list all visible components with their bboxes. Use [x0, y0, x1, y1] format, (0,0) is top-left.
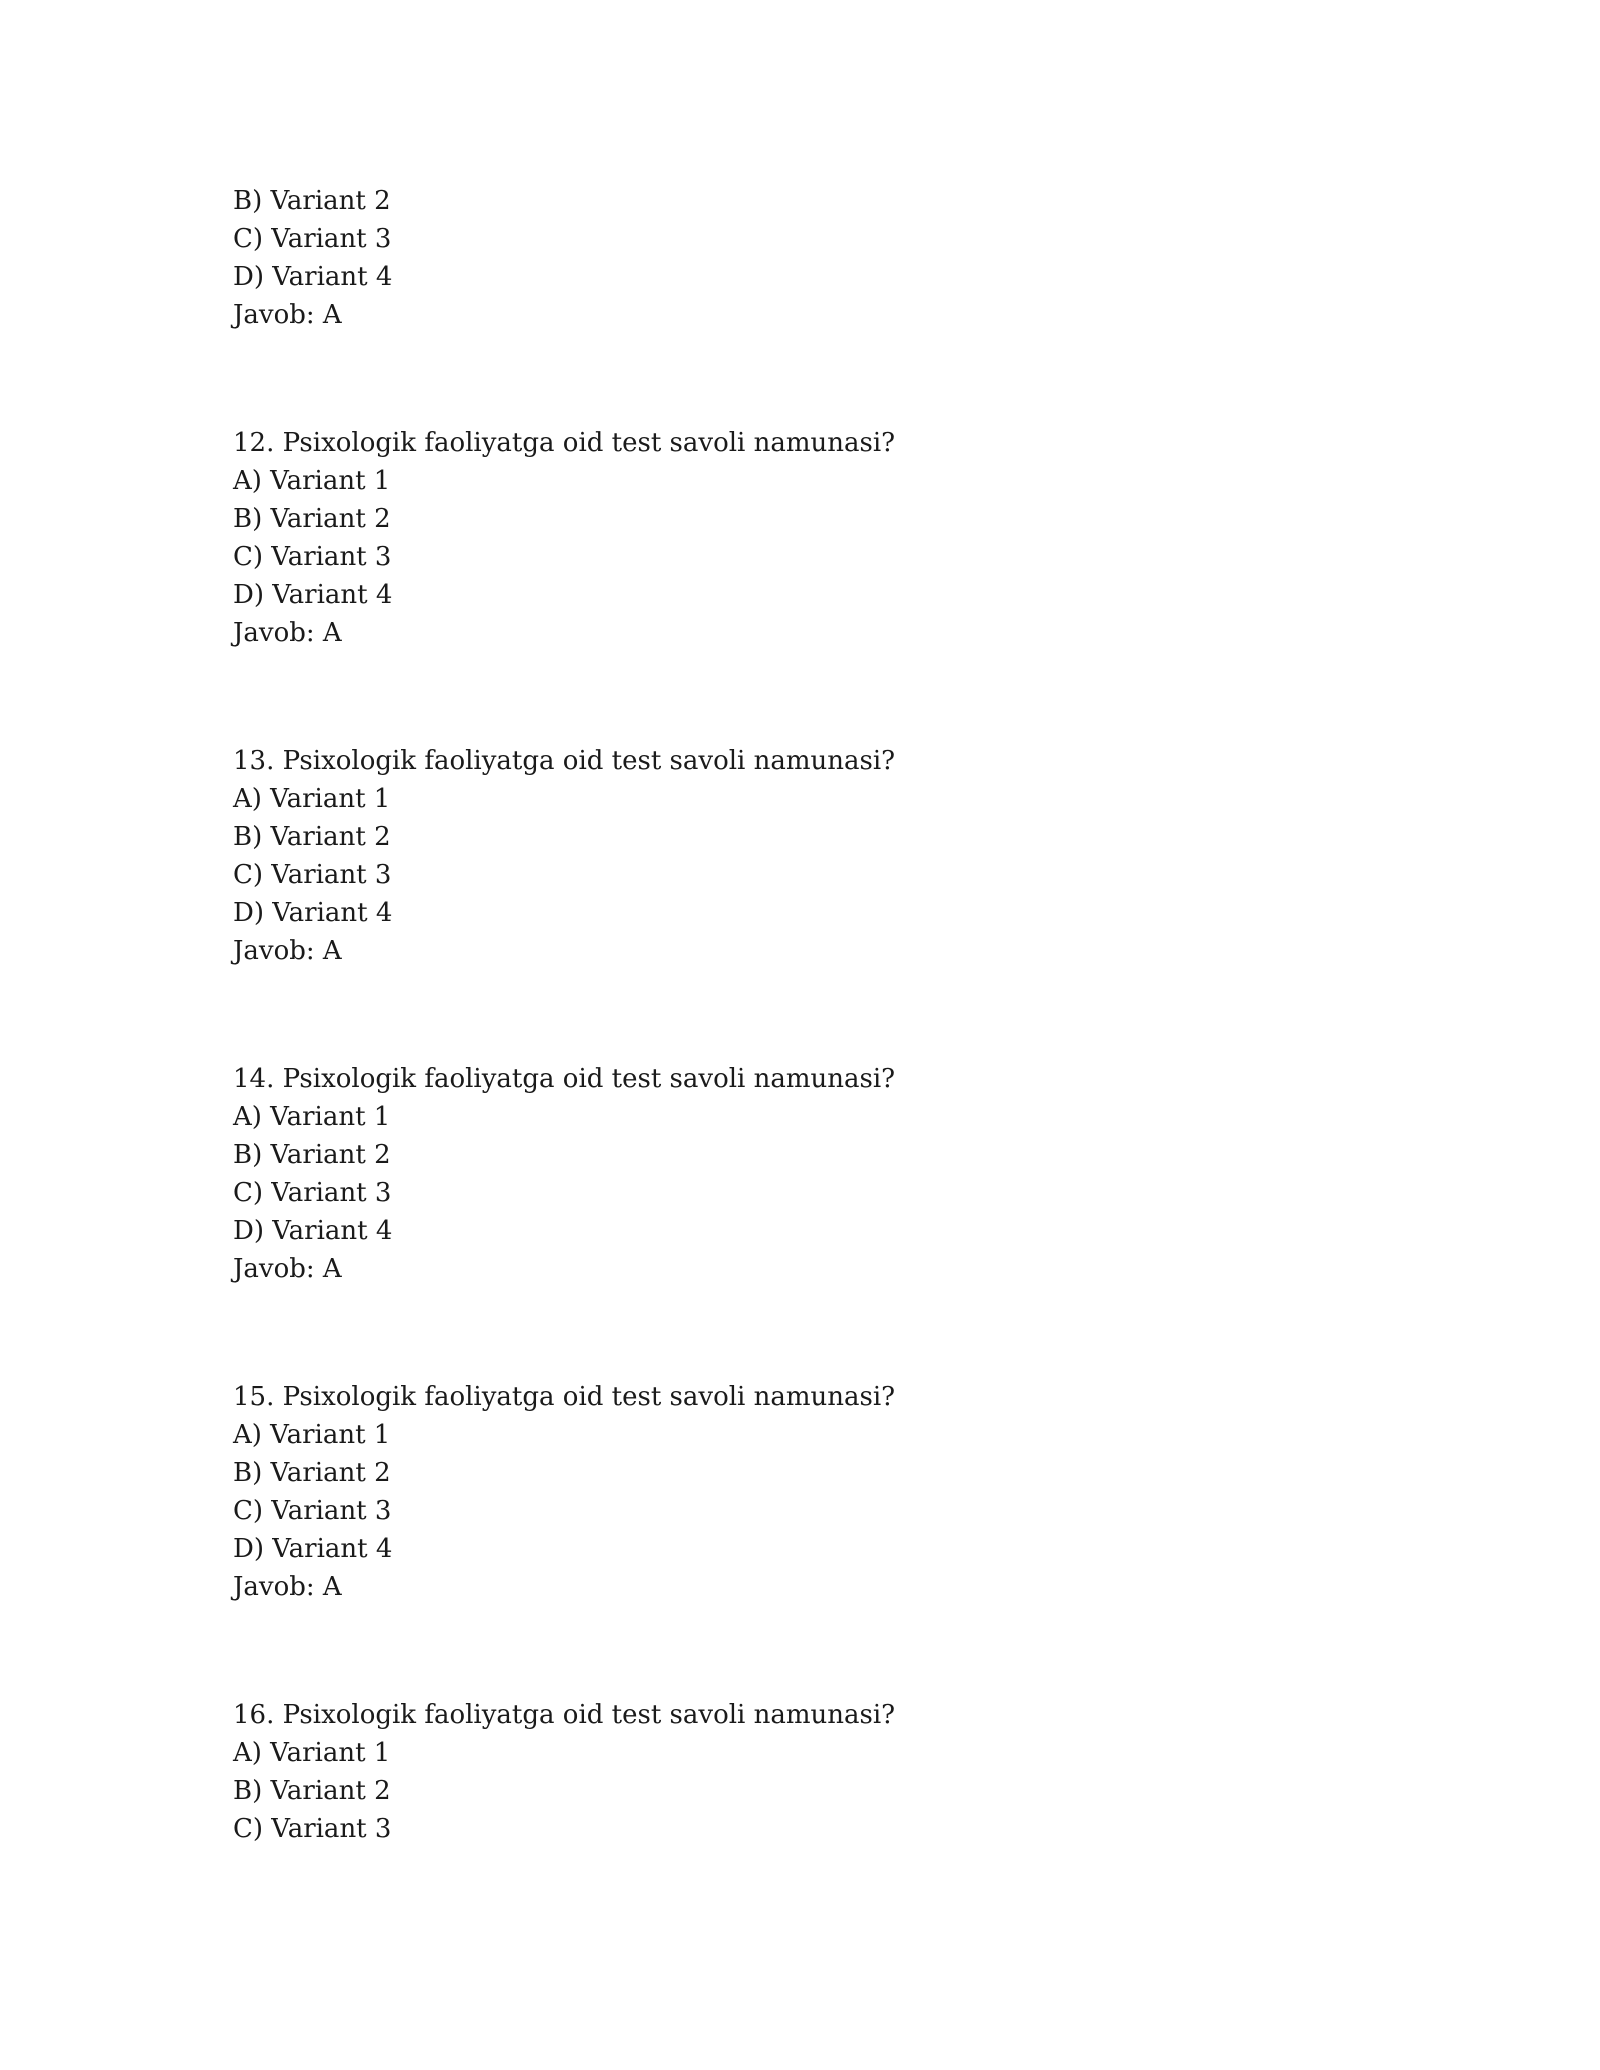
option-a: A) Variant 1 — [233, 466, 391, 496]
option-d: D) Variant 4 — [233, 262, 393, 292]
option-c: C) Variant 3 — [233, 1496, 392, 1526]
question-list — [233, 182, 1333, 1848]
option-b: B) Variant 2 — [233, 504, 391, 534]
option-c: C) Variant 3 — [233, 1814, 392, 1844]
option-a: A) Variant 1 — [233, 1738, 391, 1768]
question-text: 12. Psixologik faoliyatga oid test savoli namunasi? — [233, 428, 896, 458]
option-c: C) Variant 3 — [233, 860, 392, 890]
option-b: B) Variant 2 — [233, 822, 391, 852]
option-b: B) Variant 2 — [233, 1140, 391, 1170]
question-block — [233, 424, 1333, 652]
question-block — [233, 1060, 1333, 1288]
question-text: 13. Psixologik faoliyatga oid test savoli namunasi? — [233, 746, 896, 776]
option-b: B) Variant 2 — [233, 1776, 391, 1806]
option-b: B) Variant 2 — [233, 1458, 391, 1488]
answer-line: Javob: A — [233, 1572, 342, 1602]
option-c: C) Variant 3 — [233, 1178, 392, 1208]
option-c: C) Variant 3 — [233, 542, 392, 572]
option-b: B) Variant 2 — [233, 186, 391, 216]
answer-line: Javob: A — [233, 1254, 342, 1284]
question-block — [233, 182, 1333, 334]
answer-line: Javob: A — [233, 300, 342, 330]
question-text: 15. Psixologik faoliyatga oid test savoli namunasi? — [233, 1382, 896, 1412]
answer-line: Javob: A — [233, 618, 342, 648]
option-a: A) Variant 1 — [233, 1102, 391, 1132]
question-text: 16. Psixologik faoliyatga oid test savoli namunasi? — [233, 1700, 896, 1730]
option-a: A) Variant 1 — [233, 1420, 391, 1450]
option-d: D) Variant 4 — [233, 1534, 393, 1564]
question-block — [233, 1696, 1333, 1848]
answer-line: Javob: A — [233, 936, 342, 966]
option-c: C) Variant 3 — [233, 224, 392, 254]
option-d: D) Variant 4 — [233, 898, 393, 928]
question-block — [233, 1378, 1333, 1606]
option-d: D) Variant 4 — [233, 1216, 393, 1246]
question-text: 14. Psixologik faoliyatga oid test savoli namunasi? — [233, 1064, 896, 1094]
option-d: D) Variant 4 — [233, 580, 393, 610]
option-a: A) Variant 1 — [233, 784, 391, 814]
question-block — [233, 742, 1333, 970]
